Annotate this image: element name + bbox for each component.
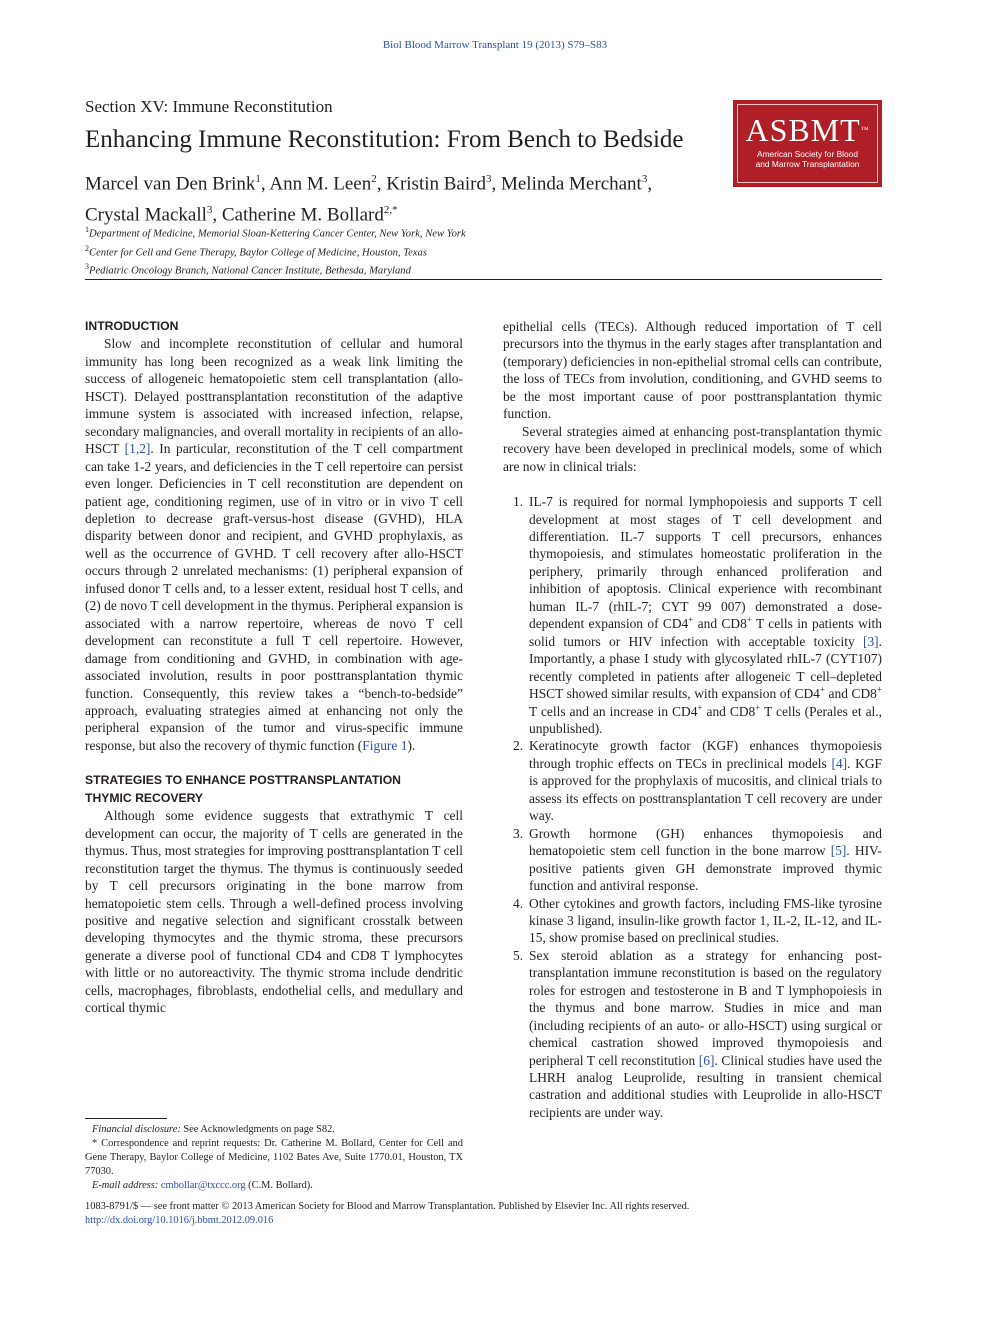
spacer — [503, 475, 882, 493]
list-item — [503, 493, 882, 737]
left-column — [85, 318, 463, 1017]
footnote-label: Financial disclosure: — [92, 1124, 181, 1135]
list-number: 2. — [513, 738, 524, 754]
author-separator: , — [491, 173, 501, 195]
logo-subtitle-line: and Marrow Transplantation — [755, 159, 860, 169]
item-text: Other cytokines and growth factors, including FMS-like tyrosine kinase 3 ligand, insulin-like growth factor 1, IL-2, IL-12, and IL-15, show promise based on preclinical studies. — [529, 895, 882, 946]
paragraph-text: . In particular, reconstitution of the T cell compartment can take 1-2 years, and deficiencies in the T cell repertoire can persist even longer. Deficiencies in T cell reconstitution are dependent on patient age, conditioning regimen, use of in vitro or in vivo T cell depletion to decrease graft-versus-host disease (GVHD), HLA disparity between donor and recipient, and GVHD prophylaxis, as well as the occurrence of GVHD. T cell recovery after allo-HSCT occurs through 2 unrelated mechanisms: (1) peripheral expansion of infused donor T cells and, to a lesser extent, residual host T cells, and (2) de novo T cell development in the thymus. Peripheral expansion is associated with a narrow repertoire, whereas de novo T cell development can reconstitute a full T cell repertoire. However, damage from conditioning and GVHD, in combination with age-associated involution, results in poor posttransplantation thymic function. Consequently, this review takes a “bench-to-bedside” approach, evaluating strategies aimed at enhancing not only the peripheral expansion of the tumor and virus-specific immune response, but also the recovery of thymic function ( — [85, 441, 463, 753]
citation-link[interactable]: [6] — [698, 1052, 715, 1068]
list-number: 4. — [513, 895, 524, 911]
copyright-footer — [85, 1200, 885, 1228]
doi-link[interactable]: http://dx.doi.org/10.1016/j.bbmt.2012.09.016 — [85, 1215, 274, 1226]
affiliation — [85, 260, 725, 279]
footnote-disclosure — [85, 1123, 463, 1137]
paragraph: epithelial cells (TECs). Although reduced importation of T cell precursors into the thymus in the early stages after transplantation and (temporary) deficiencies in non-epithelial stromal cells can contribute, the loss of TECs from involution, conditioning, and GVHD seems to be the most important cause of poor posttransplantation thymic function. — [503, 319, 882, 422]
paragraph — [85, 335, 463, 754]
spacer — [85, 754, 463, 772]
footnote-label: E-mail address: — [92, 1180, 159, 1191]
journal-reference[interactable]: Biol Blood Marrow Transplant 19 (2013) S79–S83 — [382, 39, 608, 51]
author-affiliation-mark: 3 — [641, 173, 648, 185]
email-link[interactable]: cmbollar@txccc.org — [160, 1180, 246, 1191]
footnote-text: Correspondence and reprint requests: Dr. Catherine M. Bollard, Center for Cell and Gene Therapy, Baylor College of Medicine, 1102 Bates Ave, Suite 1770.01, Houston, TX 77030. — [85, 1138, 463, 1177]
footnote-mark: * — [92, 1138, 98, 1149]
copyright-line: 1083-8791/$ — see front matter © 2013 American Society for Blood and Marrow Transplantation. Published by Elsevier Inc. All rights reserved. — [85, 1201, 690, 1212]
author-affiliation-mark: 2,* — [383, 204, 398, 217]
citation-link[interactable]: [4] — [831, 755, 848, 771]
item-text: Keratinocyte growth factor (KGF) enhances thymopoiesis through trophic effects on TECs in preclinical models — [529, 738, 882, 771]
paragraph: Although some evidence suggests that extrathymic T cell development can occur, the majority of T cells are generated in the thymus. Thus, most strategies for improving posttransplantation T cell reconstitution target the thymus. The thymus is continuously seeded by T cell precursors originating in the bone marrow from hematopoietic stem cells. Through a well-defined process involving positive and negative selection and significant crosstalk between developing thymocytes and the thymic stroma, these precursors generate a diverse pool of functional CD4 and CD8 T lymphocytes with little or no autoreactivity. The thymic stroma include dendritic cells, macrophages, fibroblasts, endothelial cells, and medullary and cortical thymic — [85, 808, 463, 1016]
logo-subtitle-line: American Society for Blood — [756, 149, 858, 159]
affiliation — [85, 242, 725, 261]
author-separator: , — [647, 173, 653, 195]
affiliation-number: 3 — [85, 262, 89, 272]
logo-frame — [737, 104, 878, 183]
paragraph-text: ). — [407, 737, 416, 753]
logo-wordmark — [738, 114, 877, 146]
author-name: Kristin Baird — [386, 173, 486, 195]
list-item — [503, 947, 882, 1122]
item-text: and CD8 — [824, 686, 877, 702]
author-separator: , — [376, 173, 387, 195]
affiliation — [85, 223, 725, 242]
affiliation-list — [85, 223, 725, 279]
list-number: 3. — [513, 825, 524, 841]
footnote-text: (C.M. Bollard). — [245, 1180, 313, 1191]
superscript: + — [746, 614, 752, 625]
author-separator: , — [212, 204, 222, 226]
heading-line: THYMIC RECOVERY — [85, 790, 204, 805]
footnote-email — [85, 1179, 463, 1193]
list-number: 5. — [513, 947, 524, 963]
article-title: Enhancing Immune Reconstitution: From Bench to Bedside — [85, 126, 684, 153]
affiliation-text: Department of Medicine, Memorial Sloan-Kettering Cancer Center, New York, New York — [89, 228, 466, 240]
list-item — [503, 895, 882, 947]
asbmt-logo — [733, 100, 882, 187]
logo-main-text: ASBMT — [745, 112, 861, 148]
paragraph-text: Slow and incomplete reconstitution of cellular and humoral immunity has long been recognized as a weak link limiting the success of allogeneic hematopoietic stem cell transplantation (allo-HSCT). Delayed posttransplantation reconstitution of the adaptive immune system is associated with increased infection, relapse, secondary malignancies, and overall mortality in recipients of an allo-HSCT — [85, 336, 463, 457]
list-item — [503, 825, 882, 895]
superscript: + — [755, 702, 761, 713]
affiliation-text: Center for Cell and Gene Therapy, Baylor College of Medicine, Houston, Texas — [89, 247, 427, 259]
author-affiliation-mark: 3 — [485, 173, 492, 185]
citation-link[interactable]: [5] — [830, 843, 847, 859]
author-name: Ann M. Leen — [269, 173, 372, 195]
citation-link[interactable]: [1,2] — [124, 441, 151, 457]
superscript: + — [876, 684, 882, 695]
citation-link[interactable]: [3] — [862, 633, 879, 649]
superscript: + — [697, 702, 703, 713]
strategy-list — [503, 493, 882, 1121]
item-text: . HIV-positive patients given GH demonstrate improved thymic function and antiviral response. — [529, 843, 882, 894]
item-text: T cells in patients with solid tumors or HIV infection with acceptable toxicity — [529, 616, 882, 649]
item-text: . Clinical studies have used the LHRH analog Leuprolide, resulting in transient chemical castration and additional studies with Leuprolide in allo-HSCT recipients are under way. — [529, 1052, 882, 1120]
right-column — [503, 318, 882, 1121]
item-text: Sex steroid ablation as a strategy for enhancing post-transplantation immune reconstitution is based on the regulatory roles for estrogen and testosterone in B and T lymphopoiesis in the thymus and bone marrow. Studies in mice and man (including recipients of an auto- or allo-HSCT) using surgical or chemical castration showed improved thymopoiesis and peripheral T cell reconstitution — [529, 947, 882, 1068]
affiliation-number: 2 — [85, 243, 89, 253]
author-name: Melinda Merchant — [500, 173, 642, 195]
heading-line: STRATEGIES TO ENHANCE POSTTRANSPLANTATION — [85, 773, 401, 788]
footnote-correspondence — [85, 1137, 463, 1179]
item-text: IL-7 is required for normal lymphopoiesis and supports T cell development at most stages of T cell development and differentiation. IL-7 supports T cell precursors, enhances thymopoiesis, and stimulates homeostatic proliferation in the periphery, primarily through enhanced proliferation and inhibition of apoptosis. Clinical experience with recombinant human IL-7 (rhIL-7; CYT 99 007) demonstrated a dose-dependent expansion of CD4 — [529, 494, 882, 632]
item-text: and CD8 — [693, 616, 747, 632]
item-text: . KGF is approved for the prophylaxis of mucositis, and clinical trials to assess its effects on posttransplantation T cell recovery are under way. — [529, 755, 883, 824]
header-divider — [85, 279, 882, 280]
section-heading-introduction: INTRODUCTION — [85, 319, 179, 333]
list-number: 1. — [513, 494, 524, 510]
author-affiliation-mark: 2 — [371, 173, 377, 185]
item-text: and CD8 — [702, 703, 756, 719]
footnote-text: See Acknowledgments on page S82. — [180, 1124, 335, 1135]
author-list — [85, 166, 725, 229]
item-text: T cells and an increase in CD4 — [529, 703, 698, 719]
item-text: Growth hormone (GH) enhances thymopoiesis and hematopoietic stem cell function in the bone marrow — [529, 825, 882, 859]
section-heading-strategies — [85, 772, 463, 807]
author-separator: , — [260, 173, 270, 195]
author-affiliation-mark: 1 — [255, 173, 261, 185]
author-affiliation-mark: 3 — [206, 204, 213, 217]
superscript: + — [688, 614, 694, 625]
section-label: Section XV: Immune Reconstitution — [85, 97, 333, 116]
figure-link[interactable]: Figure 1 — [362, 737, 408, 753]
logo-trademark: ™ — [860, 125, 870, 134]
author-name: Catherine M. Bollard — [221, 204, 384, 226]
footnotes — [85, 1123, 463, 1193]
affiliation-number: 1 — [85, 225, 89, 234]
item-text: . Importantly, a phase I study with glycosylated rhIL-7 (CYT107) recently completed in patients after allogeneic T cell–depleted HSCT showed similar results, with expansion of CD4 — [529, 633, 882, 702]
affiliation-text: Pediatric Oncology Branch, National Cancer Institute, Bethesda, Maryland — [89, 265, 411, 277]
list-item — [503, 737, 882, 824]
author-name: Crystal Mackall — [85, 204, 207, 226]
item-text: T cells (Perales et al., unpublished). — [529, 703, 882, 736]
footnote-divider — [85, 1118, 167, 1119]
logo-subtitle — [738, 149, 877, 169]
superscript: + — [819, 684, 825, 695]
paragraph: Several strategies aimed at enhancing post-transplantation thymic recovery have been developed in preclinical models, some of which are now in clinical trials: — [503, 423, 882, 474]
author-name: Marcel van Den Brink — [85, 173, 256, 195]
